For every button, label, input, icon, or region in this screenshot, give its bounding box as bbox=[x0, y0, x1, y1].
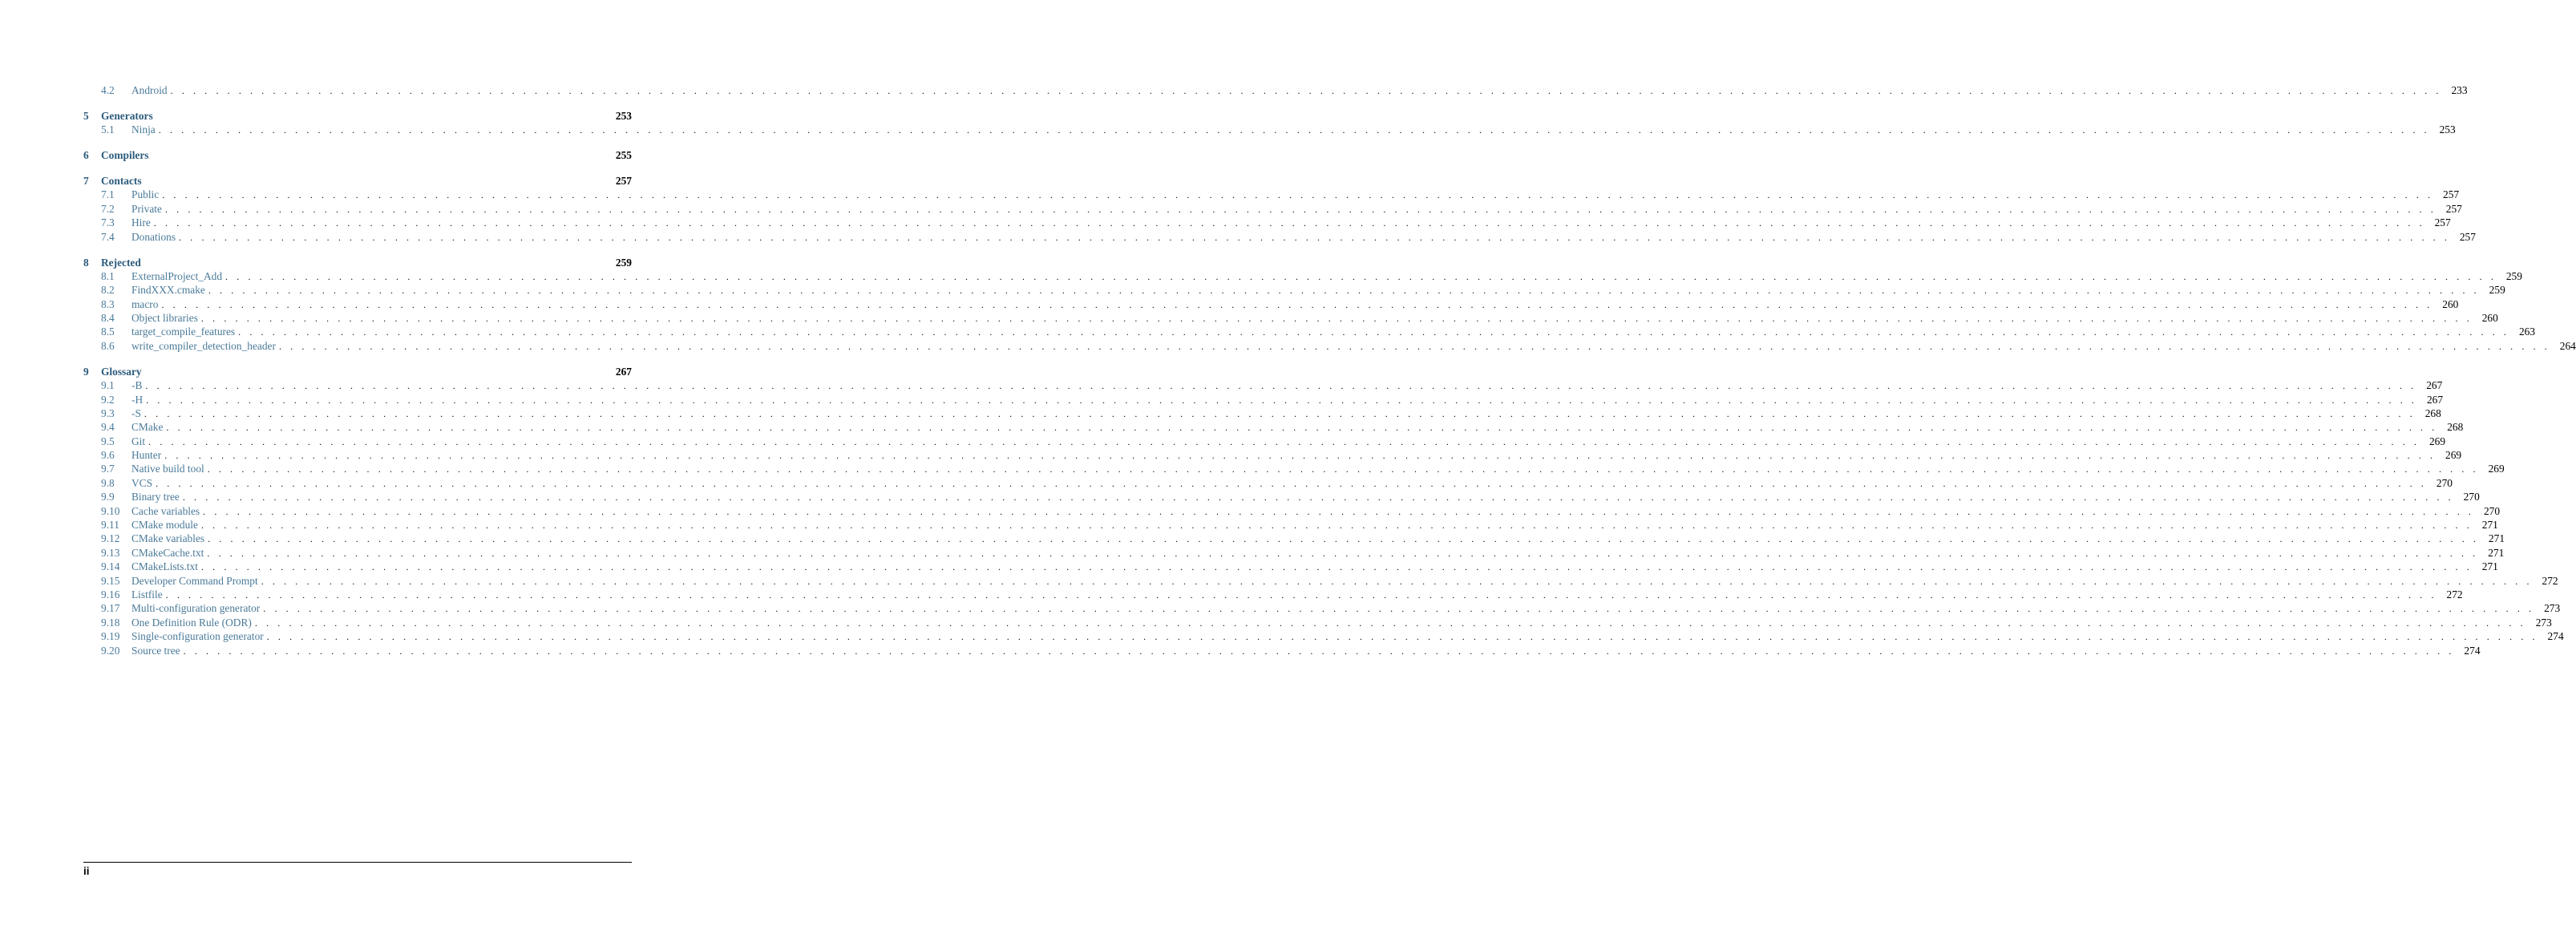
footer-page-number: ii bbox=[83, 865, 90, 877]
toc-entry[interactable] bbox=[83, 325, 2536, 338]
toc-title-link[interactable]: CMakeCache.txt bbox=[131, 546, 204, 559]
toc-leader-dots: . . . . . . . . . . . . . . . . . . . . . . . . . . . . . . . . . . . . . . . . . . . . . . . . . . . . . . . . . . . . . . . . . . . . . . . . . . . . . . . . . . . . . . . . . . . . . . . . . . . . . . . . . . . . . . . . . . . . . . . . . . . . . . . . . . . . . . . . . . . . . . . . . . . . . . . . . . . . . . . . . . . . . . . . . . . . . . . . . . . . . . . . . . . . . . . . . . . . . . . . bbox=[225, 270, 2497, 282]
toc-entry[interactable] bbox=[83, 560, 2498, 573]
toc-title-link[interactable]: target_compile_features bbox=[131, 326, 236, 338]
toc-leader-dots: . . . . . . . . . . . . . . . . . . . . . . . . . . . . . . . . . . . . . . . . . . . . . . . . . . . . . . . . . . . . . . . . . . . . . . . . . . . . . . . . . . . . . . . . . . . . . . . . . . . . . . . . . . . . . . . . . . . . . . . . . . . . . . . . . . . . . . . . . . . . . . . . . . . . . . . . . . . . . . . . . . . . . . . . . . . . . . . . . . . . . . . . . . . . . . . . . . . . . . . . bbox=[182, 491, 2454, 503]
toc-title-link[interactable]: Generators bbox=[101, 109, 153, 122]
toc-number: 9.9 bbox=[101, 491, 115, 503]
toc-number: 8.2 bbox=[101, 284, 115, 297]
toc-title-link[interactable]: Multi-configuration generator bbox=[131, 602, 261, 615]
toc-page-number: 269 bbox=[2445, 449, 2462, 462]
toc-title-link[interactable]: CMake module bbox=[131, 519, 198, 532]
toc-number: 9.8 bbox=[101, 476, 115, 489]
toc-number: 6 bbox=[83, 149, 89, 162]
toc-entry[interactable] bbox=[83, 297, 2459, 311]
toc-entry[interactable] bbox=[83, 420, 2464, 434]
toc-title-link[interactable]: Public bbox=[131, 188, 160, 201]
toc-page-number: 255 bbox=[615, 149, 632, 162]
toc-number: 9.2 bbox=[101, 393, 115, 406]
toc-page-number: 271 bbox=[2481, 560, 2498, 573]
toc-title-link[interactable]: Hire bbox=[131, 216, 151, 229]
toc-page-number: 270 bbox=[2483, 504, 2501, 517]
toc-page-number: 259 bbox=[615, 256, 632, 269]
toc-page-number: 270 bbox=[2436, 476, 2453, 489]
toc-number: 8.1 bbox=[101, 269, 115, 282]
toc-entry[interactable] bbox=[83, 629, 2564, 643]
toc-title-link[interactable]: Ninja bbox=[131, 123, 156, 136]
toc-leader-dots: . . . . . . . . . . . . . . . . . . . . . . . . . . . . . . . . . . . . . . . . . . . . . . . . . . . . . . . . . . . . . . . . . . . . . . . . . . . . . . . . . . . . . . . . . . . . . . . . . . . . . . . . . . . . . . . . . . . . . . . . . . . . . . . . . . . . . . . . . . . . . . . . . . . . . . . . . . . . . . . . . . . . . . . . . . . . . . . . . . . . . . . . . . . . . . . . . . . . . . . . bbox=[162, 189, 2434, 201]
toc-page-number: 257 bbox=[2445, 202, 2462, 215]
toc-entry[interactable] bbox=[83, 230, 2476, 244]
toc-title-link[interactable]: Listfile bbox=[131, 588, 163, 600]
toc-page-number: 271 bbox=[2488, 546, 2505, 559]
toc-leader-dots: . . . . . . . . . . . . . . . . . . . . . . . . . . . . . . . . . . . . . . . . . . . . . . . . . . . . . . . . . . . . . . . . . . . . . . . . . . . . . . . . . . . . . . . . . . . . . . . . . . . . . . . . . . . . . . . . . . . . . . . . . . . . . . . . . . . . . . . . . . . . . . . . . . . . . . . . . . . . . . . . . . . . . . . . . . . . . . . . . . . . . . . . . . . . . . . . . . . . . . . . bbox=[266, 631, 2538, 643]
toc-page-number: 274 bbox=[2547, 630, 2564, 643]
toc-leader-dots: . . . . . . . . . . . . . . . . . . . . . . . . . . . . . . . . . . . . . . . . . . . . . . . . . . . . . . . . . . . . . . . . . . . . . . . . . . . . . . . . . . . . . . . . . . . . . . . . . . . . . . . . . . . . . . . . . . . . . . . . . . . . . . . . . . . . . . . . . . . . . . . . . . . . . . . . . . . . . . . . . . . . . . . . . . . . . . . . . . . . . . . . . . . . . . . . . . . . . . . . bbox=[207, 463, 2479, 475]
toc-title-link[interactable]: -S bbox=[131, 406, 141, 419]
toc-page-number: 257 bbox=[2443, 188, 2460, 201]
toc-page-number: 259 bbox=[2505, 269, 2522, 282]
toc-title-link[interactable]: Hunter bbox=[131, 449, 162, 462]
toc-number: 9.13 bbox=[101, 546, 120, 559]
toc-number: 8.3 bbox=[101, 297, 115, 310]
toc-number: 9.11 bbox=[101, 519, 119, 532]
toc-entry[interactable] bbox=[83, 462, 2505, 475]
toc-leader-dots: . . . . . . . . . . . . . . . . . . . . . . . . . . . . . . . . . . . . . . . . . . . . . . . . . . . . . . . . . . . . . . . . . . . . . . . . . . . . . . . . . . . . . . . . . . . . . . . . . . . . . . . . . . . . . . . . . . . . . . . . . . . . . . . . . . . . . . . . . . . . . . . . . . . . . . . . . . . . . . . . . . . . . . . . . . . . . . . . . . . . . . . . . . . . . . . . . . . . . . . . bbox=[158, 124, 2430, 136]
toc-number: 9.18 bbox=[101, 616, 120, 629]
toc-number: 9.16 bbox=[101, 588, 120, 600]
toc-leader-dots: . . . . . . . . . . . . . . . . . . . . . . . . . . . . . . . . . . . . . . . . . . . . . . . . . . . . . . . . . . . . . . . . . . . . . . . . . . . . . . . . . . . . . . . . . . . . . . . . . . . . . . . . . . . . . . . . . . . . . . . . . . . . . . . . . . . . . . . . . . . . . . . . . . . . . . . . . . . . . . . . . . . . . . . . . . . . . . . . . . . . . . . . . . . . . . . . . . . . . . . . bbox=[254, 617, 2526, 629]
toc-leader-dots: . . . . . . . . . . . . . . . . . . . . . . . . . . . . . . . . . . . . . . . . . . . . . . . . . . . . . . . . . . . . . . . . . . . . . . . . . . . . . . . . . . . . . . . . . . . . . . . . . . . . . . . . . . . . . . . . . . . . . . . . . . . . . . . . . . . . . . . . . . . . . . . . . . . . . . . . . . . . . . . . . . . . . . . . . . . . . . . . . . . . . . . . . . . . . . . . . . . . . . . . bbox=[278, 340, 2550, 352]
toc-page-number: 274 bbox=[2464, 644, 2481, 657]
toc-entry[interactable] bbox=[83, 83, 2468, 97]
toc-title-link[interactable]: VCS bbox=[131, 476, 153, 489]
toc-title-link[interactable]: write_compiler_detection_header bbox=[131, 339, 276, 352]
table-of-contents bbox=[83, 83, 2576, 657]
toc-page-number: 270 bbox=[2463, 491, 2480, 503]
toc-number: 7.4 bbox=[101, 230, 115, 243]
toc-leader-dots: . . . . . . . . . . . . . . . . . . . . . . . . . . . . . . . . . . . . . . . . . . . . . . . . . . . . . . . . . . . . . . . . . . . . . . . . . . . . . . . . . . . . . . . . . . . . . . . . . . . . . . . . . . . . . . . . . . . . . . . . . . . . . . . . . . . . . . . . . . . . . . . . . . . . . . . . . . . . . . . . . . . . . . . . . . . . . . . . . . . . . . . . . . . . . . . . . . . . . . . . bbox=[208, 533, 2480, 545]
toc-title-link[interactable]: Git bbox=[131, 435, 146, 447]
toc-number: 9.3 bbox=[101, 406, 115, 419]
toc-leader-dots: . . . . . . . . . . . . . . . . . . . . . . . . . . . . . . . . . . . . . . . . . . . . . . . . . . . . . . . . . . . . . . . . . . . . . . . . . . . . . . . . . . . . . . . . . . . . . . . . . . . . . . . . . . . . . . . . . . . . . . . . . . . . . . . . . . . . . . . . . . . . . . . . . . . . . . . . . . . . . . . . . . . . . . . . . . . . . . . . . . . . . . . . . . . . . . . . . . . . . . . . bbox=[144, 407, 2416, 419]
toc-entry[interactable] bbox=[83, 518, 2498, 532]
toc-entry[interactable] bbox=[83, 378, 2443, 392]
toc-leader-dots: . . . . . . . . . . . . . . . . . . . . . . . . . . . . . . . . . . . . . . . . . . . . . . . . . . . . . . . . . . . . . . . . . . . . . . . . . . . . . . . . . . . . . . . . . . . . . . . . . . . . . . . . . . . . . . . . . . . . . . . . . . . . . . . . . . . . . . . . . . . . . . . . . . . . . . . . . . . . . . . . . . . . . . . . . . . . . . . . . . . . . . . . . . . . . . . . . . . . . . . . bbox=[203, 505, 2475, 517]
toc-title-link[interactable]: Rejected bbox=[101, 256, 141, 269]
toc-number: 9.20 bbox=[101, 644, 120, 657]
toc-entry[interactable] bbox=[83, 644, 2481, 657]
toc-number: 9.5 bbox=[101, 435, 115, 447]
toc-leader-dots: . . . . . . . . . . . . . . . . . . . . . . . . . . . . . . . . . . . . . . . . . . . . . . . . . . . . . . . . . . . . . . . . . . . . . . . . . . . . . . . . . . . . . . . . . . . . . . . . . . . . . . . . . . . . . . . . . . . . . . . . . . . . . . . . . . . . . . . . . . . . . . . . . . . . . . . . . . . . . . . . . . . . . . . . . . . . . . . . . . . . . . . . . . . . . . . . . . . . . . . . bbox=[165, 589, 2437, 600]
toc-leader-dots: . . . . . . . . . . . . . . . . . . . . . . . . . . . . . . . . . . . . . . . . . . . . . . . . . . . . . . . . . . . . . . . . . . . . . . . . . . . . . . . . . . . . . . . . . . . . . . . . . . . . . . . . . . . . . . . . . . . . . . . . . . . . . . . . . . . . . . . . . . . . . . . . . . . . . . . . . . . . . . . . . . . . . . . . . . . . . . . . . . . . . . . . . . . . . . . . . . . . . . . . bbox=[148, 435, 2420, 447]
toc-page-number: 272 bbox=[2446, 588, 2463, 600]
toc-leader-dots: . . . . . . . . . . . . . . . . . . . . . . . . . . . . . . . . . . . . . . . . . . . . . . . . . . . . . . . . . . . . . . . . . . . . . . . . . . . . . . . . . . . . . . . . . . . . . . . . . . . . . . . . . . . . . . . . . . . . . . . . . . . . . . . . . . . . . . . . . . . . . . . . . . . . . . . . . . . . . . . . . . . . . . . . . . . . . . . . . . . . . . . . . . . . . . . . . . . . . . . . bbox=[179, 231, 2450, 243]
toc-leader-dots: . . . . . . . . . . . . . . . . . . . . . . . . . . . . . . . . . . . . . . . . . . . . . . . . . . . . . . . . . . . . . . . . . . . . . . . . . . . . . . . . . . . . . . . . . . . . . . . . . . . . . . . . . . . . . . . . . . . . . . . . . . . . . . . . . . . . . . . . . . . . . . . . . . . . . . . . . . . . . . . . . . . . . . . . . . . . . . . . . . . . . . . . . . . . . . . . . . . . . . . . bbox=[146, 394, 2418, 406]
toc-entry[interactable] bbox=[83, 588, 2463, 601]
toc-leader-dots: . . . . . . . . . . . . . . . . . . . . . . . . . . . . . . . . . . . . . . . . . . . . . . . . . . . . . . . . . . . . . . . . . . . . . . . . . . . . . . . . . . . . . . . . . . . . . . . . . . . . . . . . . . . . . . . . . . . . . . . . . . . . . . . . . . . . . . . . . . . . . . . . . . . . . . . . . . . . . . . . . . . . . . . . . . . . . . . . . . . . . . . . . . . . . . . . . . . . . . . . bbox=[261, 575, 2533, 587]
toc-leader-dots: . . . . . . . . . . . . . . . . . . . . . . . . . . . . . . . . . . . . . . . . . . . . . . . . . . . . . . . . . . . . . . . . . . . . . . . . . . . . . . . . . . . . . . . . . . . . . . . . . . . . . . . . . . . . . . . . . . . . . . . . . . . . . . . . . . . . . . . . . . . . . . . . . . . . . . . . . . . . . . . . . . . . . . . . . . . . . . . . . . . . . . . . . . . . . . . . . . . . . . . . bbox=[238, 326, 2510, 338]
toc-title-link[interactable]: Android bbox=[131, 84, 168, 96]
toc-number: 9.14 bbox=[101, 560, 120, 573]
toc-number: 7.2 bbox=[101, 202, 115, 215]
toc-leader-dots: . . . . . . . . . . . . . . . . . . . . . . . . . . . . . . . . . . . . . . . . . . . . . . . . . . . . . . . . . . . . . . . . . . . . . . . . . . . . . . . . . . . . . . . . . . . . . . . . . . . . . . . . . . . . . . . . . . . . . . . . . . . . . . . . . . . . . . . . . . . . . . . . . . . . . . . . . . . . . . . . . . . . . . . . . . . . . . . . . . . . . . . . . . . . . . . . . . . . . . . . bbox=[161, 298, 2433, 310]
toc-page-number: 260 bbox=[2442, 297, 2459, 310]
toc-leader-dots: . . . . . . . . . . . . . . . . . . . . . . . . . . . . . . . . . . . . . . . . . . . . . . . . . . . . . . . . . . . . . . . . . . . . . . . . . . . . . . . . . . . . . . . . . . . . . . . . . . . . . . . . . . . . . . . . . . . . . . . . . . . . . . . . . . . . . . . . . . . . . . . . . . . . . . . . . . . . . . . . . . . . . . . . . . . . . . . . . . . . . . . . . . . . . . . . . . . . . . . . bbox=[200, 313, 2473, 325]
toc-entry[interactable] bbox=[83, 339, 2576, 353]
toc-page-number: 273 bbox=[2544, 602, 2561, 615]
toc-page-number: 253 bbox=[615, 109, 632, 122]
toc-entry[interactable] bbox=[83, 546, 2505, 560]
toc-page-number: 253 bbox=[2439, 123, 2456, 136]
toc-entry[interactable] bbox=[83, 490, 2480, 503]
toc-number: 9.7 bbox=[101, 463, 115, 475]
toc-entry[interactable] bbox=[83, 202, 2462, 216]
toc-page-number: 267 bbox=[2426, 379, 2443, 392]
toc-number: 9.10 bbox=[101, 504, 120, 517]
toc-title-link[interactable]: Private bbox=[131, 202, 162, 215]
toc-title-link[interactable]: macro bbox=[131, 297, 159, 310]
toc-number: 5.1 bbox=[101, 123, 115, 136]
toc-leader-dots: . . . . . . . . . . . . . . . . . . . . . . . . . . . . . . . . . . . . . . . . . . . . . . . . . . . . . . . . . . . . . . . . . . . . . . . . . . . . . . . . . . . . . . . . . . . . . . . . . . . . . . . . . . . . . . . . . . . . . . . . . . . . . . . . . . . . . . . . . . . . . . . . . . . . . . . . . . . . . . . . . . . . . . . . . . . . . . . . . . . . . . . . . . . . . . . . . . . . . . . . bbox=[207, 547, 2479, 559]
toc-entry[interactable] bbox=[83, 476, 2453, 490]
toc-title-link[interactable]: ExternalProject_Add bbox=[131, 269, 223, 282]
toc-title-link[interactable]: Single-configuration generator bbox=[131, 630, 264, 643]
toc-leader-dots: . . . . . . . . . . . . . . . . . . . . . . . . . . . . . . . . . . . . . . . . . . . . . . . . . . . . . . . . . . . . . . . . . . . . . . . . . . . . . . . . . . . . . . . . . . . . . . . . . . . . . . . . . . . . . . . . . . . . . . . . . . . . . . . . . . . . . . . . . . . . . . . . . . . . . . . . . . . . . . . . . . . . . . . . . . . . . . . . . . . . . . . . . . . . . . . . . . . . . . . . bbox=[183, 645, 2455, 657]
toc-entry[interactable] bbox=[83, 188, 2460, 201]
toc-chapter[interactable] bbox=[83, 365, 632, 378]
toc-number: 8.6 bbox=[101, 339, 115, 352]
toc-title-link[interactable]: FindXXX.cmake bbox=[131, 284, 205, 297]
toc-page-number: 271 bbox=[2488, 532, 2505, 545]
toc-page-number: 260 bbox=[2481, 312, 2498, 325]
toc-title-link[interactable]: Glossary bbox=[101, 365, 142, 378]
toc-number: 8 bbox=[83, 256, 89, 269]
toc-page-number: 268 bbox=[2447, 421, 2464, 434]
toc-page-number: 271 bbox=[2481, 519, 2498, 532]
toc-number: 9.4 bbox=[101, 421, 115, 434]
toc-entry[interactable] bbox=[83, 283, 2505, 297]
toc-title-link[interactable]: Source tree bbox=[131, 644, 180, 657]
toc-number: 8.4 bbox=[101, 312, 115, 325]
toc-entry[interactable] bbox=[83, 616, 2552, 629]
toc-number: 4.2 bbox=[101, 84, 115, 96]
toc-entry[interactable] bbox=[83, 393, 2444, 406]
toc-title-link[interactable]: CMake bbox=[131, 421, 164, 434]
toc-leader-dots: . . . . . . . . . . . . . . . . . . . . . . . . . . . . . . . . . . . . . . . . . . . . . . . . . . . . . . . . . . . . . . . . . . . . . . . . . . . . . . . . . . . . . . . . . . . . . . . . . . . . . . . . . . . . . . . . . . . . . . . . . . . . . . . . . . . . . . . . . . . . . . . . . . . . . . . . . . . . . . . . . . . . . . . . . . . . . . . . . . . . . . . . . . . . . . . . . . . . . . . . bbox=[145, 380, 2417, 392]
toc-entry[interactable] bbox=[83, 504, 2501, 518]
toc-leader-dots: . . . . . . . . . . . . . . . . . . . . . . . . . . . . . . . . . . . . . . . . . . . . . . . . . . . . . . . . . . . . . . . . . . . . . . . . . . . . . . . . . . . . . . . . . . . . . . . . . . . . . . . . . . . . . . . . . . . . . . . . . . . . . . . . . . . . . . . . . . . . . . . . . . . . . . . . . . . . . . . . . . . . . . . . . . . . . . . . . . . . . . . . . . . . . . . . . . . . . . . . bbox=[164, 203, 2436, 215]
toc-leader-dots: . . . . . . . . . . . . . . . . . . . . . . . . . . . . . . . . . . . . . . . . . . . . . . . . . . . . . . . . . . . . . . . . . . . . . . . . . . . . . . . . . . . . . . . . . . . . . . . . . . . . . . . . . . . . . . . . . . . . . . . . . . . . . . . . . . . . . . . . . . . . . . . . . . . . . . . . . . . . . . . . . . . . . . . . . . . . . . . . . . . . . . . . . . . . . . . . . . . . . . . . bbox=[263, 603, 2535, 615]
toc-entry[interactable] bbox=[83, 435, 2446, 448]
toc-number: 9.12 bbox=[101, 532, 120, 545]
toc-chapter[interactable] bbox=[83, 148, 632, 162]
toc-number: 5 bbox=[83, 109, 89, 122]
toc-title-link[interactable]: Developer Command Prompt bbox=[131, 574, 258, 587]
toc-entry[interactable] bbox=[83, 269, 2522, 283]
toc-number: 9.15 bbox=[101, 574, 120, 587]
toc-leader-dots: . . . . . . . . . . . . . . . . . . . . . . . . . . . . . . . . . . . . . . . . . . . . . . . . . . . . . . . . . . . . . . . . . . . . . . . . . . . . . . . . . . . . . . . . . . . . . . . . . . . . . . . . . . . . . . . . . . . . . . . . . . . . . . . . . . . . . . . . . . . . . . . . . . . . . . . . . . . . . . . . . . . . . . . . . . . . . . . . . . . . . . . . . . . . . . . . . . . . . . . . bbox=[200, 520, 2473, 532]
toc-title-link[interactable]: Contacts bbox=[101, 175, 142, 188]
toc-leader-dots: . . . . . . . . . . . . . . . . . . . . . . . . . . . . . . . . . . . . . . . . . . . . . . . . . . . . . . . . . . . . . . . . . . . . . . . . . . . . . . . . . . . . . . . . . . . . . . . . . . . . . . . . . . . . . . . . . . . . . . . . . . . . . . . . . . . . . . . . . . . . . . . . . . . . . . . . . . . . . . . . . . . . . . . . . . . . . . . . . . . . . . . . . . . . . . . . . . . . . . . . bbox=[164, 450, 2436, 462]
toc-title-link[interactable]: Native build tool bbox=[131, 463, 204, 475]
toc-number: 9.1 bbox=[101, 379, 115, 392]
footer-rule bbox=[83, 862, 632, 863]
toc-title-link[interactable]: Binary tree bbox=[131, 491, 180, 503]
toc-page-number: 268 bbox=[2424, 406, 2441, 419]
toc-entry[interactable] bbox=[83, 601, 2561, 615]
toc-page-number: 272 bbox=[2542, 574, 2558, 587]
toc-number: 7.1 bbox=[101, 188, 115, 201]
toc-page-number: 273 bbox=[2535, 616, 2552, 629]
toc-chapter[interactable] bbox=[83, 256, 632, 269]
toc-title-link[interactable]: Donations bbox=[131, 230, 176, 243]
toc-page-number: 267 bbox=[615, 365, 632, 378]
toc-page-number: 269 bbox=[2428, 435, 2446, 447]
toc-number: 7 bbox=[83, 175, 89, 188]
toc-page-number: 233 bbox=[2451, 84, 2468, 96]
toc-page-number: 263 bbox=[2518, 326, 2536, 338]
toc-number: 9.19 bbox=[101, 630, 120, 643]
toc-leader-dots: . . . . . . . . . . . . . . . . . . . . . . . . . . . . . . . . . . . . . . . . . . . . . . . . . . . . . . . . . . . . . . . . . . . . . . . . . . . . . . . . . . . . . . . . . . . . . . . . . . . . . . . . . . . . . . . . . . . . . . . . . . . . . . . . . . . . . . . . . . . . . . . . . . . . . . . . . . . . . . . . . . . . . . . . . . . . . . . . . . . . . . . . . . . . . . . . . . . . . . . . bbox=[170, 85, 2442, 96]
toc-page-number: 257 bbox=[615, 175, 632, 188]
toc-entry[interactable] bbox=[83, 311, 2498, 325]
toc-page-number: 264 bbox=[2559, 339, 2576, 352]
toc-title-link[interactable]: Compilers bbox=[101, 149, 149, 162]
toc-chapter[interactable] bbox=[83, 109, 632, 123]
toc-entry[interactable] bbox=[83, 448, 2462, 462]
toc-chapter[interactable] bbox=[83, 174, 632, 188]
toc-page-number: 257 bbox=[2459, 230, 2476, 243]
toc-title-link[interactable]: Object libraries bbox=[131, 312, 198, 325]
toc-entry[interactable] bbox=[83, 574, 2558, 588]
toc-number: 7.3 bbox=[101, 216, 115, 229]
toc-entry[interactable] bbox=[83, 216, 2451, 229]
toc-title-link[interactable]: One Definition Rule (ODR) bbox=[131, 616, 252, 629]
toc-title-link[interactable]: CMake variables bbox=[131, 532, 205, 545]
toc-entry[interactable] bbox=[83, 532, 2505, 545]
toc-title-link[interactable]: -B bbox=[131, 379, 143, 392]
toc-number: 9.6 bbox=[101, 449, 115, 462]
toc-page-number: 269 bbox=[2488, 463, 2505, 475]
toc-title-link[interactable]: -H bbox=[131, 393, 144, 406]
toc-title-link[interactable]: Cache variables bbox=[131, 504, 200, 517]
toc-number: 9 bbox=[83, 365, 89, 378]
toc-number: 8.5 bbox=[101, 326, 115, 338]
toc-page-number: 267 bbox=[2426, 393, 2444, 406]
toc-entry[interactable] bbox=[83, 123, 2456, 136]
toc-entry[interactable] bbox=[83, 406, 2441, 420]
toc-page-number: 259 bbox=[2489, 284, 2505, 297]
toc-leader-dots: . . . . . . . . . . . . . . . . . . . . . . . . . . . . . . . . . . . . . . . . . . . . . . . . . . . . . . . . . . . . . . . . . . . . . . . . . . . . . . . . . . . . . . . . . . . . . . . . . . . . . . . . . . . . . . . . . . . . . . . . . . . . . . . . . . . . . . . . . . . . . . . . . . . . . . . . . . . . . . . . . . . . . . . . . . . . . . . . . . . . . . . . . . . . . . . . . . . . . . . . bbox=[200, 561, 2473, 573]
toc-leader-dots: . . . . . . . . . . . . . . . . . . . . . . . . . . . . . . . . . . . . . . . . . . . . . . . . . . . . . . . . . . . . . . . . . . . . . . . . . . . . . . . . . . . . . . . . . . . . . . . . . . . . . . . . . . . . . . . . . . . . . . . . . . . . . . . . . . . . . . . . . . . . . . . . . . . . . . . . . . . . . . . . . . . . . . . . . . . . . . . . . . . . . . . . . . . . . . . . . . . . . . . . bbox=[166, 422, 2438, 434]
toc-number: 9.17 bbox=[101, 602, 120, 615]
toc-page-number: 257 bbox=[2434, 216, 2451, 229]
toc-leader-dots: . . . . . . . . . . . . . . . . . . . . . . . . . . . . . . . . . . . . . . . . . . . . . . . . . . . . . . . . . . . . . . . . . . . . . . . . . . . . . . . . . . . . . . . . . . . . . . . . . . . . . . . . . . . . . . . . . . . . . . . . . . . . . . . . . . . . . . . . . . . . . . . . . . . . . . . . . . . . . . . . . . . . . . . . . . . . . . . . . . . . . . . . . . . . . . . . . . . . . . . . bbox=[156, 477, 2427, 489]
toc-title-link[interactable]: CMakeLists.txt bbox=[131, 560, 198, 573]
toc-leader-dots: . . . . . . . . . . . . . . . . . . . . . . . . . . . . . . . . . . . . . . . . . . . . . . . . . . . . . . . . . . . . . . . . . . . . . . . . . . . . . . . . . . . . . . . . . . . . . . . . . . . . . . . . . . . . . . . . . . . . . . . . . . . . . . . . . . . . . . . . . . . . . . . . . . . . . . . . . . . . . . . . . . . . . . . . . . . . . . . . . . . . . . . . . . . . . . . . . . . . . . . . bbox=[153, 217, 2425, 229]
toc-leader-dots: . . . . . . . . . . . . . . . . . . . . . . . . . . . . . . . . . . . . . . . . . . . . . . . . . . . . . . . . . . . . . . . . . . . . . . . . . . . . . . . . . . . . . . . . . . . . . . . . . . . . . . . . . . . . . . . . . . . . . . . . . . . . . . . . . . . . . . . . . . . . . . . . . . . . . . . . . . . . . . . . . . . . . . . . . . . . . . . . . . . . . . . . . . . . . . . . . . . . . . . . bbox=[208, 285, 2480, 297]
